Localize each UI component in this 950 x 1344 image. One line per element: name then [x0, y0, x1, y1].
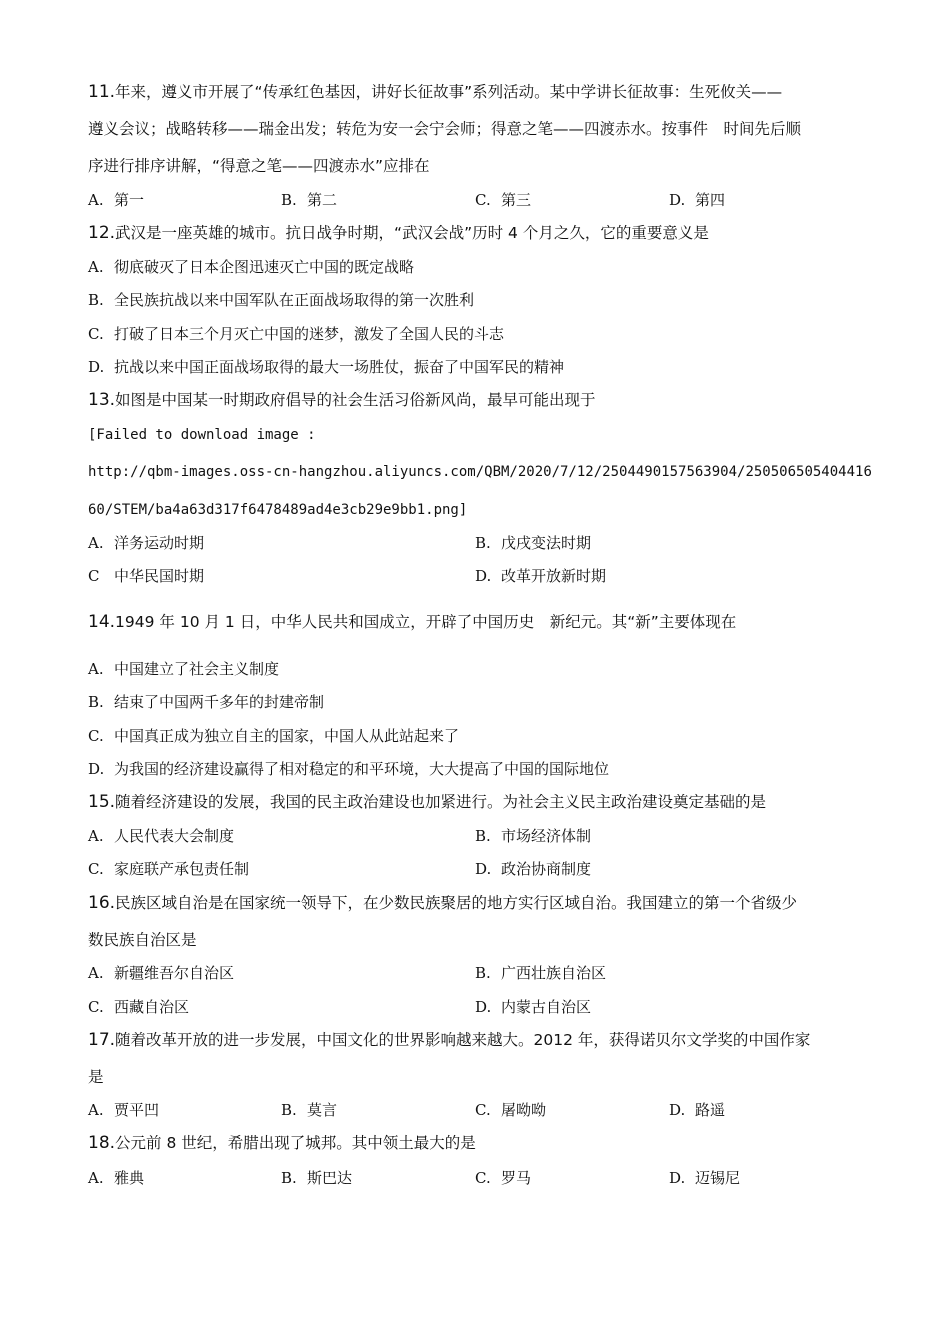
question-17-line-2: 是 — [88, 1068, 104, 1086]
failed-image-url-end: 60/STEM/ba4a63d317f6478489ad4e3cb29e9bb1.png] — [88, 502, 468, 518]
question-13-option-b[interactable]: B. 戊戌变法时期 — [475, 534, 592, 552]
question-12-option-b[interactable]: B. 全民族抗战以来中国军队在正面战场取得的第一次胜利 — [88, 291, 475, 309]
question-14-option-c[interactable]: C. 中国真正成为独立自主的国家，中国人从此站起来了 — [88, 727, 460, 745]
question-15-option-c[interactable]: C. 家庭联产承包责任制 — [88, 860, 250, 878]
question-18-option-c[interactable]: C. 罗马 — [475, 1169, 532, 1187]
question-11-option-d[interactable]: D. 第四 — [669, 191, 726, 209]
question-14-line-1: 14.1949 年 10 月 1 日，中华人民共和国成立，开辟了中国历史 新纪元。其“新”主要体现在 — [88, 612, 737, 632]
question-11-option-c[interactable]: C. 第三 — [475, 191, 532, 209]
question-18-option-b[interactable]: B. 斯巴达 — [281, 1169, 353, 1187]
question-14-option-b[interactable]: B. 结束了中国两千多年的封建帝制 — [88, 693, 325, 711]
question-17-option-c[interactable]: C. 屠呦呦 — [475, 1101, 547, 1119]
question-16-line-2: 数民族自治区是 — [88, 931, 197, 949]
question-11-option-a[interactable]: A. 第一 — [88, 191, 145, 209]
question-18-line-1: 18.公元前 8 世纪，希腊出现了城邦。其中领土最大的是 — [88, 1133, 476, 1153]
question-13-line-1: 13.如图是中国某一时期政府倡导的社会生活习俗新风尚，最早可能出现于 — [88, 390, 596, 410]
question-12-line-1: 12.武汉是一座英雄的城市。抗日战争时期，“武汉会战”历时 4 个月之久，它的重要意义是 — [88, 223, 709, 243]
question-17-line-1: 17.随着改革开放的进一步发展，中国文化的世界影响越来越大。2012 年，获得诺贝尔文学奖的中国作家 — [88, 1030, 811, 1050]
question-16-option-d[interactable]: D. 内蒙古自治区 — [475, 998, 592, 1016]
question-13-option-a[interactable]: A. 洋务运动时期 — [88, 534, 205, 552]
question-15-line-1: 15.随着经济建设的发展，我国的民主政治建设也加紧进行。为社会主义民主政治建设奠定基础的是 — [88, 792, 767, 812]
question-14-option-d[interactable]: D. 为我国的经济建设赢得了相对稳定的和平环境，大大提高了中国的国际地位 — [88, 760, 610, 778]
question-16-option-c[interactable]: C. 西藏自治区 — [88, 998, 190, 1016]
question-17-option-d[interactable]: D. 路遥 — [669, 1101, 726, 1119]
question-12-option-a[interactable]: A. 彻底破灭了日本企图迅速灭亡中国的既定战略 — [88, 258, 415, 276]
question-12-option-c[interactable]: C. 打破了日本三个月灭亡中国的迷梦，激发了全国人民的斗志 — [88, 325, 505, 343]
question-17-option-a[interactable]: A. 贾平凹 — [88, 1101, 160, 1119]
question-11-option-b[interactable]: B. 第二 — [281, 191, 338, 209]
question-11-line-3: 序进行排序讲解，“得意之笔——四渡赤水”应排在 — [88, 157, 430, 175]
question-15-option-a[interactable]: A. 人民代表大会制度 — [88, 827, 235, 845]
failed-image-notice: [Failed to download image : — [88, 427, 316, 443]
question-15-option-b[interactable]: B. 市场经济体制 — [475, 827, 592, 845]
question-18-option-a[interactable]: A. 雅典 — [88, 1169, 145, 1187]
question-13-option-c[interactable]: C 中华民国时期 — [88, 567, 205, 585]
question-14-option-a[interactable]: A. 中国建立了社会主义制度 — [88, 660, 280, 678]
question-11-line-1: 11.年来，遵义市开展了“传承红色基因，讲好长征故事”系列活动。某中学讲长征故事：生死攸关—— — [88, 82, 783, 102]
question-12-option-d[interactable]: D. 抗战以来中国正面战场取得的最大一场胜仗，振奋了中国军民的精神 — [88, 358, 565, 376]
question-15-option-d[interactable]: D. 政治协商制度 — [475, 860, 592, 878]
question-16-option-b[interactable]: B. 广西壮族自治区 — [475, 964, 607, 982]
question-11-line-2: 遵义会议；战略转移——瑞金出发；转危为安一会宁会师；得意之笔——四渡赤水。按事件 时间先后顺 — [88, 120, 802, 138]
question-18-option-d[interactable]: D. 迈锡尼 — [669, 1169, 741, 1187]
question-17-option-b[interactable]: B. 莫言 — [281, 1101, 338, 1119]
failed-image-url[interactable]: http://qbm-images.oss-cn-hangzhou.aliyuncs.com/QBM/2020/7/12/2504490157563904/250506505404416 — [88, 464, 872, 480]
question-16-option-a[interactable]: A. 新疆维吾尔自治区 — [88, 964, 235, 982]
question-16-line-1: 16.民族区域自治是在国家统一领导下，在少数民族聚居的地方实行区域自治。我国建立的第一个省级少 — [88, 893, 798, 913]
question-13-option-d[interactable]: D. 改革开放新时期 — [475, 567, 607, 585]
